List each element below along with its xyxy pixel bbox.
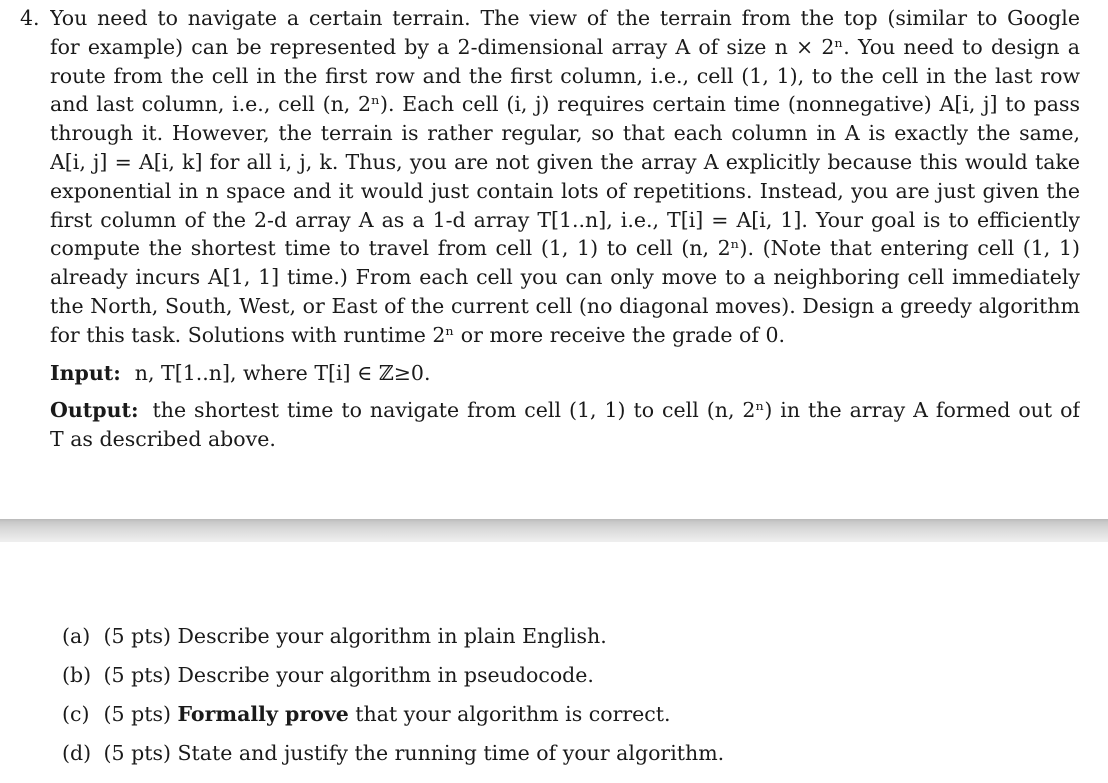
part-points: (5 pts) (103, 663, 171, 687)
part-marker: (c) (62, 702, 90, 726)
problem-number: 4. (20, 6, 40, 30)
part-bold-text: Formally prove (177, 702, 349, 726)
statement-line: You need to navigate a certain terrain. The view of the terrain from the top (similar to Google (50, 6, 1080, 30)
statement-line: through it. However, the terrain is rather regular, so that each column in A is exactly the same, (50, 121, 1080, 146)
statement-line: for this task. Solutions with runtime 2ⁿ or more receive the grade of 0. (50, 322, 786, 347)
page-break-separator (0, 519, 1108, 542)
problem-statement (50, 4, 1080, 454)
problem-parts (62, 617, 724, 773)
problem-4 (20, 4, 1080, 454)
part-c (62, 695, 724, 734)
part-a (62, 617, 724, 656)
statement-line: exponential in n space and it would just contain lots of repetitions. Instead, you are just given the (50, 178, 1080, 203)
part-d (62, 734, 724, 773)
statement-line: first column of the 2-d array A as a 1-d array T[1..n], i.e., T[i] = A[i, 1]. Your goal is to efficiently (50, 207, 1080, 232)
part-points: (5 pts) (103, 741, 171, 765)
input-label: Input: (50, 360, 121, 385)
input-spec (50, 359, 1080, 388)
statement-line: A[i, j] = A[i, k] for all i, j, k. Thus, you are not given the array A explicitly because this would take (50, 149, 1080, 174)
output-label: Output: (50, 398, 139, 423)
part-text: Describe your algorithm in plain English. (177, 624, 607, 648)
statement-line: the North, South, West, or East of the current cell (no diagonal moves). Design a greedy algorithm (50, 293, 1080, 318)
part-text: that your algorithm is correct. (348, 702, 671, 726)
statement-line: already incurs A[1, 1] time.) From each cell you can only move to a neighboring cell immediately (50, 265, 1080, 290)
part-points: (5 pts) (103, 702, 171, 726)
part-marker: (a) (62, 624, 91, 648)
statement-line: and last column, i.e., cell (n, 2ⁿ). Each cell (i, j) requires certain time (nonnegative) A[i, j] to pass (50, 92, 1080, 117)
input-text: n, T[1..n], where T[i] ∈ ℤ≥0. (134, 360, 431, 385)
part-b (62, 656, 724, 695)
part-marker: (b) (62, 663, 92, 687)
statement-line: for example) can be represented by a 2-dimensional array A of size n × 2ⁿ. You need to design a (50, 34, 1080, 59)
output-first-line (50, 396, 1080, 425)
part-points: (5 pts) (103, 624, 171, 648)
part-marker: (d) (62, 741, 92, 765)
part-text: State and justify the running time of your algorithm. (177, 741, 725, 765)
output-spec (50, 396, 1080, 454)
output-text-continued: T as described above. (50, 427, 276, 452)
statement-line: compute the shortest time to travel from cell (1, 1) to cell (n, 2ⁿ). (Note that entering cell (1, 1) (50, 236, 1080, 261)
statement-line: route from the cell in the first row and the first column, i.e., cell (1, 1), to the cell in the last row (50, 63, 1080, 88)
output-text: the shortest time to navigate from cell (1, 1) to cell (n, 2ⁿ) in the array A formed out of (152, 398, 1080, 423)
part-text: Describe your algorithm in pseudocode. (177, 663, 594, 687)
